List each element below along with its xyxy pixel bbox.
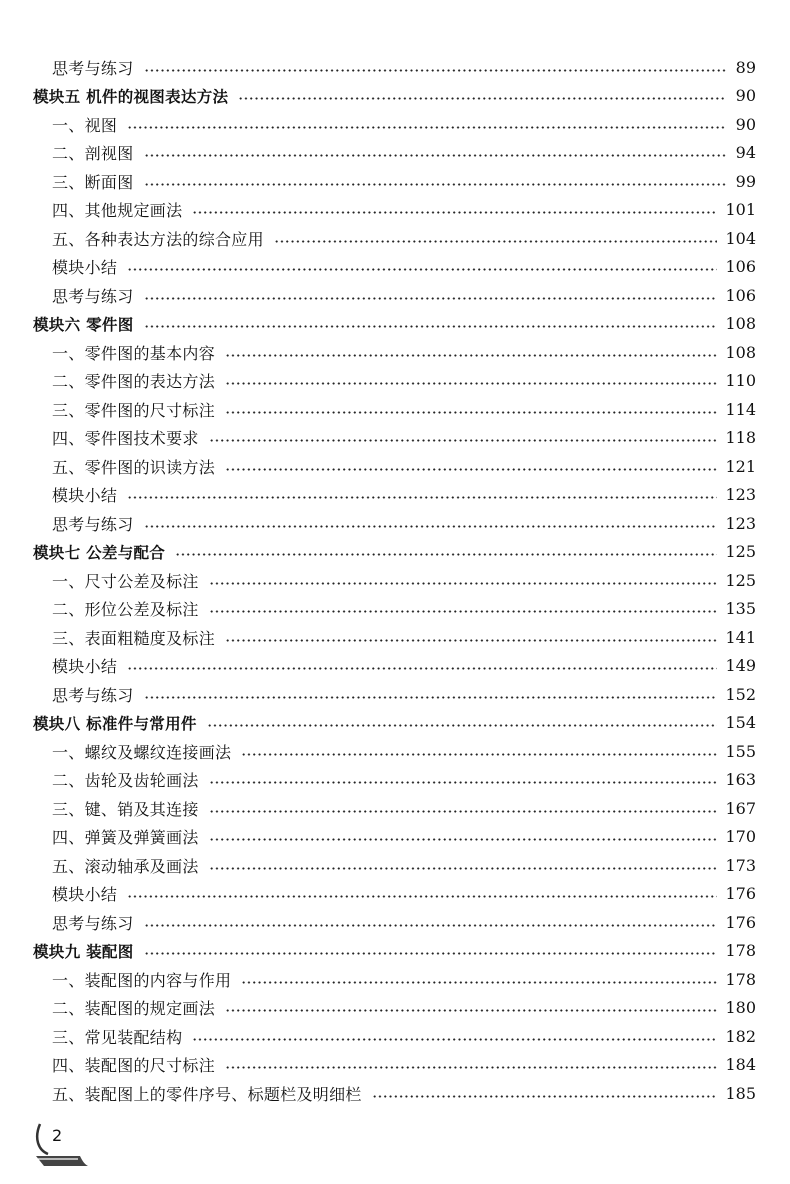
toc-entry-title: 思考与练习 bbox=[52, 913, 134, 933]
toc-entry-title: 三、表面粗糙度及标注 bbox=[52, 628, 216, 648]
page-footer bbox=[34, 1120, 94, 1168]
toc-entry-title: 一、装配图的内容与作用 bbox=[52, 970, 232, 990]
dot-leader bbox=[225, 382, 717, 385]
toc-entry bbox=[0, 652, 790, 681]
toc-entry-page: 182 bbox=[725, 1026, 756, 1046]
toc-entry-page: 141 bbox=[725, 627, 756, 647]
toc-entry-title: 模块小结 bbox=[52, 885, 118, 905]
dot-leader bbox=[209, 582, 718, 585]
dot-leader bbox=[144, 696, 718, 699]
toc-entry-page: 173 bbox=[725, 855, 756, 875]
toc-entry bbox=[0, 196, 790, 225]
toc-module-heading bbox=[0, 82, 790, 111]
toc-entry-page: 104 bbox=[725, 228, 756, 248]
toc-entry-title: 一、螺纹及螺纹连接画法 bbox=[52, 742, 232, 762]
dot-leader bbox=[144, 924, 718, 927]
toc-entry-page: 180 bbox=[725, 998, 756, 1018]
toc-entry-page: 178 bbox=[725, 941, 756, 961]
toc-entry-page: 125 bbox=[725, 570, 756, 590]
toc-entry-page: 123 bbox=[725, 513, 756, 533]
dot-leader bbox=[207, 724, 718, 727]
toc-entry-title: 五、零件图的识读方法 bbox=[52, 457, 216, 477]
dot-leader bbox=[127, 496, 717, 499]
toc-entry bbox=[0, 224, 790, 253]
dot-leader bbox=[144, 183, 726, 186]
toc-entry-page: 184 bbox=[725, 1055, 756, 1075]
toc-entry-title: 模块七 公差与配合 bbox=[33, 543, 166, 562]
dot-leader bbox=[225, 411, 717, 414]
toc-entry-title: 模块八 标准件与常用件 bbox=[33, 714, 197, 733]
page-number: 2 bbox=[52, 1126, 63, 1145]
toc-entry-title: 四、其他规定画法 bbox=[52, 201, 183, 221]
toc-module-heading bbox=[0, 310, 790, 339]
toc-entry-page: 149 bbox=[725, 656, 756, 676]
toc-entry-page: 155 bbox=[725, 741, 756, 761]
toc-entry-page: 90 bbox=[735, 86, 756, 106]
table-of-contents bbox=[0, 53, 790, 1108]
dot-leader bbox=[209, 439, 718, 442]
dot-leader bbox=[175, 553, 717, 556]
toc-entry-title: 思考与练习 bbox=[52, 685, 134, 705]
toc-entry bbox=[0, 965, 790, 994]
toc-entry bbox=[0, 566, 790, 595]
toc-entry bbox=[0, 139, 790, 168]
toc-entry-page: 176 bbox=[725, 884, 756, 904]
toc-entry-title: 模块六 零件图 bbox=[33, 315, 134, 334]
dot-leader bbox=[372, 1095, 718, 1098]
toc-entry bbox=[0, 766, 790, 795]
toc-entry-page: 108 bbox=[725, 342, 756, 362]
toc-entry-title: 模块五 机件的视图表达方法 bbox=[33, 87, 229, 106]
toc-entry-title: 思考与练习 bbox=[52, 58, 134, 78]
toc-entry bbox=[0, 908, 790, 937]
toc-module-heading bbox=[0, 937, 790, 966]
toc-entry-title: 四、装配图的尺寸标注 bbox=[52, 1056, 216, 1076]
dot-leader bbox=[209, 838, 718, 841]
dot-leader bbox=[241, 981, 717, 984]
toc-entry bbox=[0, 1079, 790, 1108]
toc-entry bbox=[0, 680, 790, 709]
toc-entry-page: 94 bbox=[735, 143, 756, 163]
toc-entry-title: 二、剖视图 bbox=[52, 144, 134, 164]
toc-entry-title: 三、断面图 bbox=[52, 172, 134, 192]
dot-leader bbox=[144, 69, 726, 72]
toc-entry bbox=[0, 994, 790, 1023]
dot-leader bbox=[144, 325, 718, 328]
dot-leader bbox=[209, 810, 718, 813]
dot-leader bbox=[192, 211, 717, 214]
toc-entry-page: 99 bbox=[735, 171, 756, 191]
toc-entry-page: 121 bbox=[725, 456, 756, 476]
toc-entry bbox=[0, 367, 790, 396]
toc-entry-title: 三、键、销及其连接 bbox=[52, 799, 199, 819]
dot-leader bbox=[127, 667, 717, 670]
toc-entry-page: 170 bbox=[725, 827, 756, 847]
dot-leader bbox=[225, 639, 717, 642]
page-corner-swoosh-icon bbox=[34, 1120, 94, 1168]
toc-entry bbox=[0, 880, 790, 909]
dot-leader bbox=[127, 268, 717, 271]
toc-entry-title: 四、弹簧及弹簧画法 bbox=[52, 828, 199, 848]
toc-entry-page: 163 bbox=[725, 770, 756, 790]
toc-entry-page: 89 bbox=[735, 57, 756, 77]
dot-leader bbox=[209, 867, 718, 870]
dot-leader bbox=[225, 1066, 717, 1069]
toc-entry-title: 一、尺寸公差及标注 bbox=[52, 571, 199, 591]
toc-entry-page: 125 bbox=[725, 542, 756, 562]
toc-entry bbox=[0, 823, 790, 852]
toc-entry-title: 三、零件图的尺寸标注 bbox=[52, 400, 216, 420]
dot-leader bbox=[144, 525, 718, 528]
dot-leader bbox=[225, 468, 717, 471]
dot-leader bbox=[144, 297, 718, 300]
toc-module-heading bbox=[0, 709, 790, 738]
toc-entry bbox=[0, 737, 790, 766]
toc-entry-title: 一、视图 bbox=[52, 115, 118, 135]
toc-entry-page: 114 bbox=[725, 399, 756, 419]
toc-entry bbox=[0, 1051, 790, 1080]
dot-leader bbox=[274, 240, 718, 243]
toc-entry-title: 二、齿轮及齿轮画法 bbox=[52, 771, 199, 791]
toc-entry-page: 108 bbox=[725, 314, 756, 334]
toc-entry bbox=[0, 481, 790, 510]
toc-entry bbox=[0, 53, 790, 82]
dot-leader bbox=[209, 781, 718, 784]
toc-entry-page: 101 bbox=[725, 200, 756, 220]
dot-leader bbox=[209, 610, 718, 613]
toc-entry-title: 二、形位公差及标注 bbox=[52, 600, 199, 620]
toc-entry-title: 二、装配图的规定画法 bbox=[52, 999, 216, 1019]
toc-entry-page: 110 bbox=[725, 371, 756, 391]
dot-leader bbox=[241, 753, 717, 756]
toc-entry-page: 178 bbox=[725, 969, 756, 989]
toc-entry-page: 154 bbox=[725, 713, 756, 733]
toc-module-heading bbox=[0, 538, 790, 567]
toc-entry bbox=[0, 281, 790, 310]
toc-entry bbox=[0, 794, 790, 823]
toc-entry bbox=[0, 1022, 790, 1051]
toc-entry-page: 90 bbox=[735, 114, 756, 134]
dot-leader bbox=[238, 97, 726, 100]
toc-entry-page: 152 bbox=[725, 684, 756, 704]
toc-entry bbox=[0, 595, 790, 624]
toc-entry bbox=[0, 424, 790, 453]
toc-entry-title: 思考与练习 bbox=[52, 514, 134, 534]
dot-leader bbox=[127, 895, 717, 898]
toc-entry-title: 二、零件图的表达方法 bbox=[52, 372, 216, 392]
toc-entry-title: 一、零件图的基本内容 bbox=[52, 343, 216, 363]
dot-leader bbox=[144, 952, 718, 955]
dot-leader bbox=[225, 1009, 717, 1012]
toc-entry bbox=[0, 851, 790, 880]
toc-entry-page: 106 bbox=[725, 285, 756, 305]
toc-entry bbox=[0, 623, 790, 652]
toc-entry-title: 五、滚动轴承及画法 bbox=[52, 856, 199, 876]
toc-entry-title: 思考与练习 bbox=[52, 286, 134, 306]
toc-entry-title: 四、零件图技术要求 bbox=[52, 429, 199, 449]
toc-entry bbox=[0, 338, 790, 367]
dot-leader bbox=[127, 126, 726, 129]
toc-entry-page: 106 bbox=[725, 257, 756, 277]
toc-entry-page: 118 bbox=[725, 428, 756, 448]
toc-entry-page: 135 bbox=[725, 599, 756, 619]
toc-entry bbox=[0, 395, 790, 424]
toc-entry-title: 模块小结 bbox=[52, 486, 118, 506]
toc-entry-title: 五、各种表达方法的综合应用 bbox=[52, 229, 264, 249]
dot-leader bbox=[144, 154, 726, 157]
toc-entry-title: 三、常见装配结构 bbox=[52, 1027, 183, 1047]
toc-entry-page: 176 bbox=[725, 912, 756, 932]
toc-entry-page: 123 bbox=[725, 485, 756, 505]
toc-entry bbox=[0, 509, 790, 538]
toc-entry-page: 185 bbox=[725, 1083, 756, 1103]
toc-entry-page: 167 bbox=[725, 798, 756, 818]
toc-entry-title: 模块小结 bbox=[52, 657, 118, 677]
toc-entry-title: 模块小结 bbox=[52, 258, 118, 278]
toc-entry-title: 模块九 装配图 bbox=[33, 942, 134, 961]
dot-leader bbox=[225, 354, 717, 357]
toc-entry bbox=[0, 452, 790, 481]
toc-entry bbox=[0, 167, 790, 196]
toc-entry bbox=[0, 253, 790, 282]
toc-entry bbox=[0, 110, 790, 139]
toc-entry-title: 五、装配图上的零件序号、标题栏及明细栏 bbox=[52, 1084, 362, 1104]
dot-leader bbox=[192, 1038, 717, 1041]
